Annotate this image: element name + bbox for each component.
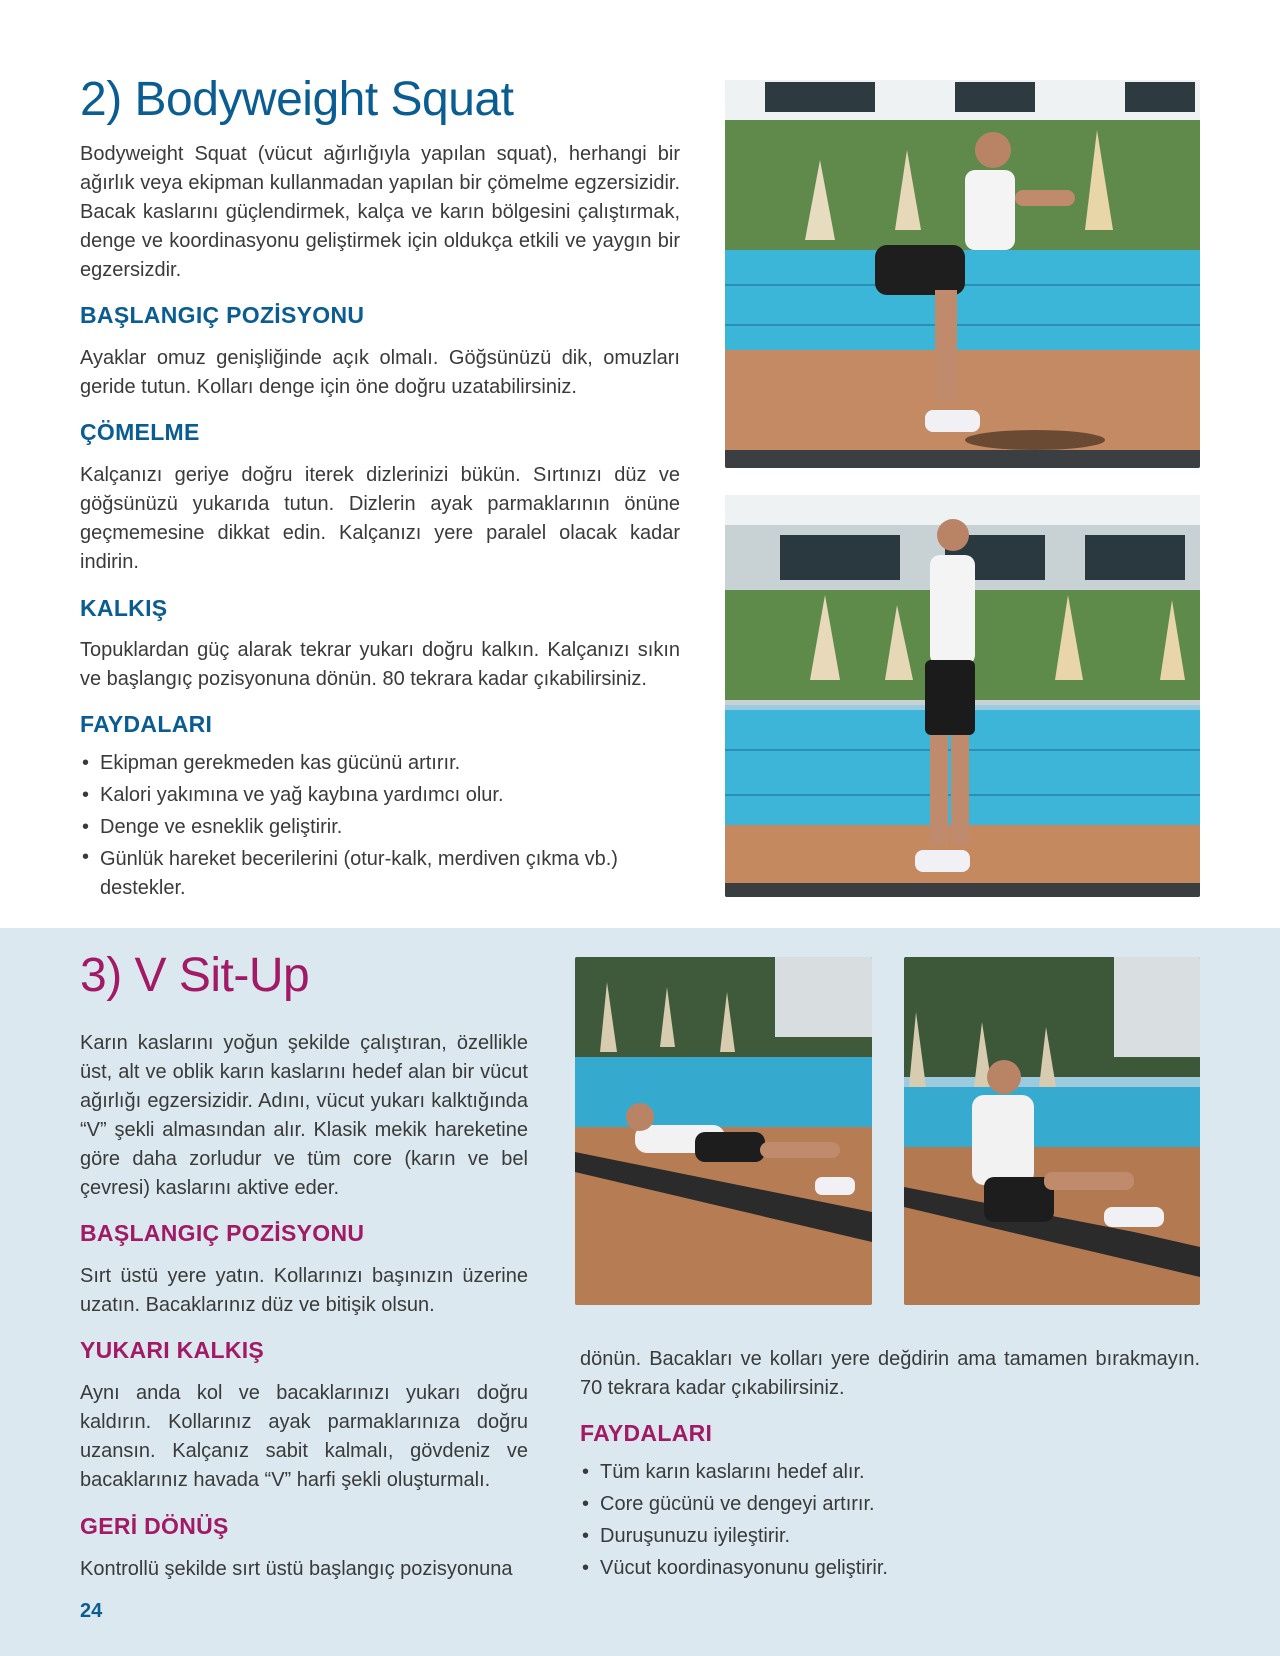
list-item: • Core gücünü ve dengeyi artırır. bbox=[580, 1488, 1200, 1520]
vsitup-benefits-heading: FAYDALARI bbox=[580, 1420, 713, 1446]
list-item: • Denge ve esneklik geliştirir. bbox=[80, 811, 690, 843]
vsitup-photo-sitting bbox=[904, 957, 1200, 1305]
page-number: 24 bbox=[80, 1600, 103, 1622]
squat-title: 2) Bodyweight Squat bbox=[80, 73, 514, 126]
squat-benefits-heading: FAYDALARI bbox=[80, 711, 213, 737]
vsitup-up-heading: YUKARI KALKIŞ bbox=[80, 1337, 265, 1363]
vsitup-up-text: Aynı anda kol ve bacaklarınızı yukarı doğru kaldırın. Kollarınız ayak parmaklarınıza doğru uzansın. Kalçanız sabit kalmalı, gövdeniz ve bacaklarınız havada “V” harfi şekli oluşturmalı. bbox=[80, 1382, 528, 1491]
vsitup-start-heading: BAŞLANGIÇ POZİSYONU bbox=[80, 1220, 365, 1246]
squat-photo-standing bbox=[725, 495, 1200, 897]
list-item: • Ekipman gerekmeden kas gücünü artırır. bbox=[80, 747, 690, 779]
squat-start-text: Ayaklar omuz genişliğinde açık olmalı. Göğsünüzü dik, omuzları geride tutun. Kolları denge için öne doğru uzatabilirsiniz. bbox=[80, 347, 680, 398]
vsitup-return-text-b: dönün. Bacakları ve kolları yere değdirin ama tamamen bırakmayın. 70 tekrara kadar çıkabilirsiniz. bbox=[580, 1348, 1200, 1399]
vsitup-return-text-a: Kontrollü şekilde sırt üstü başlangıç pozisyonuna bbox=[80, 1558, 513, 1580]
list-item: • Kalori yakımına ve yağ kaybına yardımcı olur. bbox=[80, 779, 690, 811]
list-item: • Vücut koordinasyonunu geliştirir. bbox=[580, 1552, 1200, 1584]
squat-squat-heading: ÇÖMELME bbox=[80, 419, 200, 445]
squat-intro: Bodyweight Squat (vücut ağırlığıyla yapılan squat), herhangi bir ağırlık veya ekipman kullanmadan yapılan bir çömelme egzersizidir. Bacak kaslarını güçlendirmek, kalça ve karın bölgesini çalıştırmak, denge ve koordinasyonu geliştirmek için oldukça etkili ve yaygın bir egzersizdir. bbox=[80, 143, 680, 281]
squat-start-heading: BAŞLANGIÇ POZİSYONU bbox=[80, 302, 365, 328]
vsitup-intro: Karın kaslarını yoğun şekilde çalıştıran, özellikle üst, alt ve oblik karın kaslarını hedef alan bir vücut ağırlığı egzersizidir. Adını, vücut yukarı kalktığında “V” şekli almasından alır. Klasik mekik hareketine göre daha zorludur ve tüm core (karın ve bel çevresi) kaslarını aktive eder. bbox=[80, 1032, 528, 1199]
squat-rise-text: Topuklardan güç alarak tekrar yukarı doğru kalkın. Kalçanızı sıkın ve başlangıç pozisyonuna dönün. 80 tekrara kadar çıkabilirsiniz. bbox=[80, 639, 680, 690]
vsitup-title: 3) V Sit-Up bbox=[80, 949, 310, 1002]
vsitup-start-text: Sırt üstü yere yatın. Kollarınızı başınızın üzerine uzatın. Bacaklarınız düz ve bitişik olsun. bbox=[80, 1265, 528, 1316]
list-item: • Tüm karın kaslarını hedef alır. bbox=[580, 1456, 1200, 1488]
vsitup-benefits-list bbox=[580, 1456, 1200, 1584]
list-item: • Günlük hareket becerilerini (otur-kalk, merdiven çıkma vb.) destekler. bbox=[80, 843, 690, 903]
squat-benefits-list bbox=[80, 747, 690, 903]
vsitup-photo-lying bbox=[575, 957, 872, 1305]
vsitup-return-heading: GERİ DÖNÜŞ bbox=[80, 1513, 229, 1539]
squat-rise-heading: KALKIŞ bbox=[80, 595, 168, 621]
list-item: • Duruşunuzu iyileştirir. bbox=[580, 1520, 1200, 1552]
squat-photo-squatting bbox=[725, 80, 1200, 468]
squat-squat-text: Kalçanızı geriye doğru iterek dizlerinizi bükün. Sırtınızı düz ve göğsünüzü yukarıda tutun. Dizlerin ayak parmaklarının önüne geçmemesine dikkat edin. Kalçanızı yere paralel olacak kadar indirin. bbox=[80, 464, 680, 573]
